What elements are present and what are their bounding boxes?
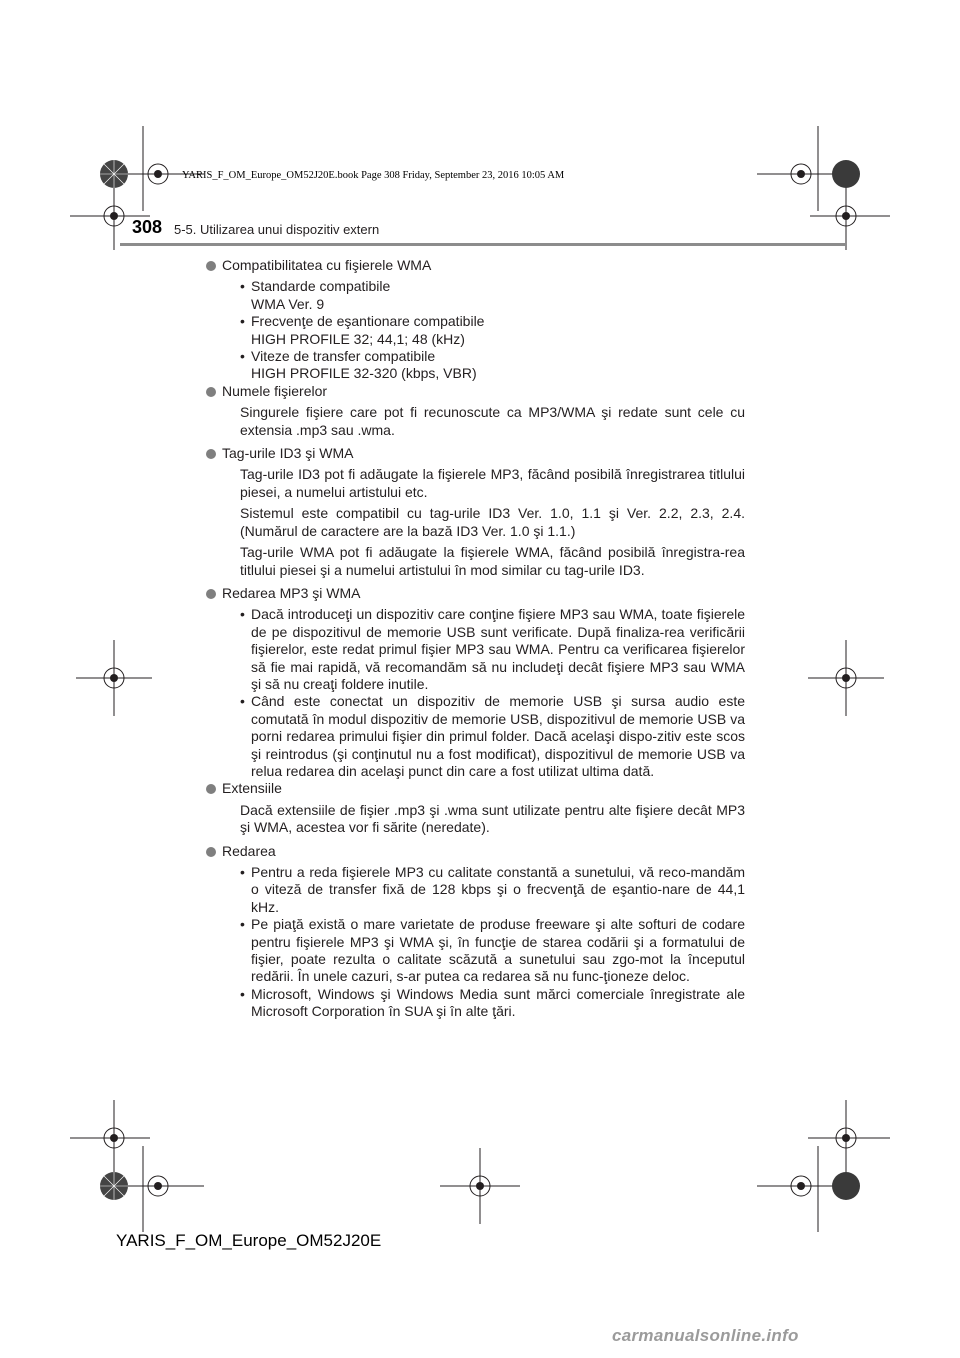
- section-title: 5-5. Utilizarea unui dispozitiv extern: [174, 222, 380, 237]
- page-content: [222, 257, 745, 1021]
- bullet-dot-icon: [206, 589, 216, 599]
- bullet-dot-icon: [206, 387, 216, 397]
- paragraph: Sistemul este compatibil cu tag-urile ID3 Ver. 1.0, 1.1 şi Ver. 2.2, 2.3, 2.4. (Numărul de caractere are la bază ID3 Ver. 1.0 şi 1.1.): [240, 505, 745, 539]
- paragraph: Tag-urile ID3 pot fi adăugate la fişierele MP3, făcând posibilă înregistrarea titlului piesei, a numelui artistului etc.: [240, 466, 745, 500]
- heading-text: Numele fişierelor: [222, 382, 328, 399]
- footer-document-code: YARIS_F_OM_Europe_OM52J20E: [116, 1231, 382, 1250]
- list-item: • Microsoft, Windows şi Windows Media sunt mărci comerciale înregistrate ale Microsoft Corporation în SUA şi în alte ţări.: [240, 985, 745, 1020]
- printer-slug-line: YARIS_F_OM_Europe_OM52J20E.book Page 308 Friday, September 23, 2016 10:05 AM: [182, 170, 565, 181]
- list-item: • Pentru a reda fişierele MP3 cu calitate constantă a sunetului, vă reco-mandăm o viteză de transfer fixă de 128 kbps şi o frecvenţă de eşantio-nare de 44,1 kHz.: [240, 864, 745, 915]
- heading-text: Extensiile: [222, 780, 282, 797]
- bullet-dot-icon: [206, 449, 216, 459]
- header-rule: [120, 243, 846, 246]
- page-number: 308: [132, 217, 163, 237]
- paragraph: Tag-urile WMA pot fi adăugate la fişierele WMA, făcând posibilă înregistra-rea titlului piesei şi a numelui artistului în mod similar cu tag-urile ID3.: [240, 544, 745, 578]
- bullet-heading-names: [206, 383, 745, 400]
- heading-text: Compatibilitatea cu fişierele WMA: [222, 257, 432, 273]
- bullet-heading-playback: [206, 585, 745, 602]
- paragraph: Dacă extensiile de fişier .mp3 şi .wma sunt utilizate pentru alte fişiere decât MP3 şi WMA, acestea vor fi sărite (neredate).: [240, 801, 745, 836]
- site-watermark: carmanualsonline.info: [612, 1326, 799, 1345]
- list-item: • Pe piaţă există o mare varietate de produse freeware şi alte softuri de codare pentru fişierele MP3 şi WMA şi, în funcţie de starea codării şi a formatului de fişier, poate rezulta o calitate scăzută a sunetului sau zgo-mot la începutul redării. În unele cazuri, s-ar putea ca redarea să nu func-ţioneze deloc.: [240, 916, 745, 985]
- list-item: • Viteze de transfer compatibile HIGH PROFILE 32-320 (kbps, VBR): [240, 348, 477, 382]
- list-item: • Când este conectat un dispozitiv de memorie USB şi sursa audio este comutată în modul dispozitiv de memorie USB, dispozitivul de memorie USB va porni redarea primului fişier din primul folder. Dacă acelaşi dispo-zitiv este scos şi reintrodus (şi conţinutul nu a fost modificat), dispozitivul de memorie USB va relua redarea din acelaşi punct din care a fost utilizat ultima dată.: [240, 693, 745, 779]
- bullet-dot-icon: [206, 784, 216, 794]
- bullet-dot-icon: [206, 261, 216, 271]
- paragraph: Singurele fişiere care pot fi recunoscute ca MP3/WMA şi redate sunt cele cu extensia .mp3 sau .wma.: [240, 404, 745, 438]
- bullet-heading-redarea: [206, 843, 745, 860]
- bullet-dot-icon: [206, 847, 216, 857]
- bullet-heading-wma: [206, 257, 745, 274]
- bullet-heading-tags: [206, 445, 745, 462]
- heading-text: Redarea: [222, 842, 276, 859]
- heading-text: Redarea MP3 şi WMA: [222, 584, 361, 601]
- list-item: • Standarde compatibile WMA Ver. 9: [240, 278, 391, 312]
- list-item: • Dacă introduceţi un dispozitiv care conţine fişiere MP3 sau WMA, toate fişierele de pe dispozitivul de memorie USB sunt verificate. După finaliza-rea verificării fişierelor, este redat primul fişier MP3 sau WMA. Pentru ca verificarea fişierelor să fie mai rapidă, vă recomandăm să nu includeţi decât fişiere MP3 sau WMA şi să nu creaţi foldere inutile.: [240, 606, 745, 692]
- list-item: • Frecvenţe de eşantionare compatibile HIGH PROFILE 32; 44,1; 48 (kHz): [240, 313, 485, 347]
- bullet-heading-extensions: [206, 780, 745, 797]
- heading-text: Tag-urile ID3 şi WMA: [222, 445, 354, 462]
